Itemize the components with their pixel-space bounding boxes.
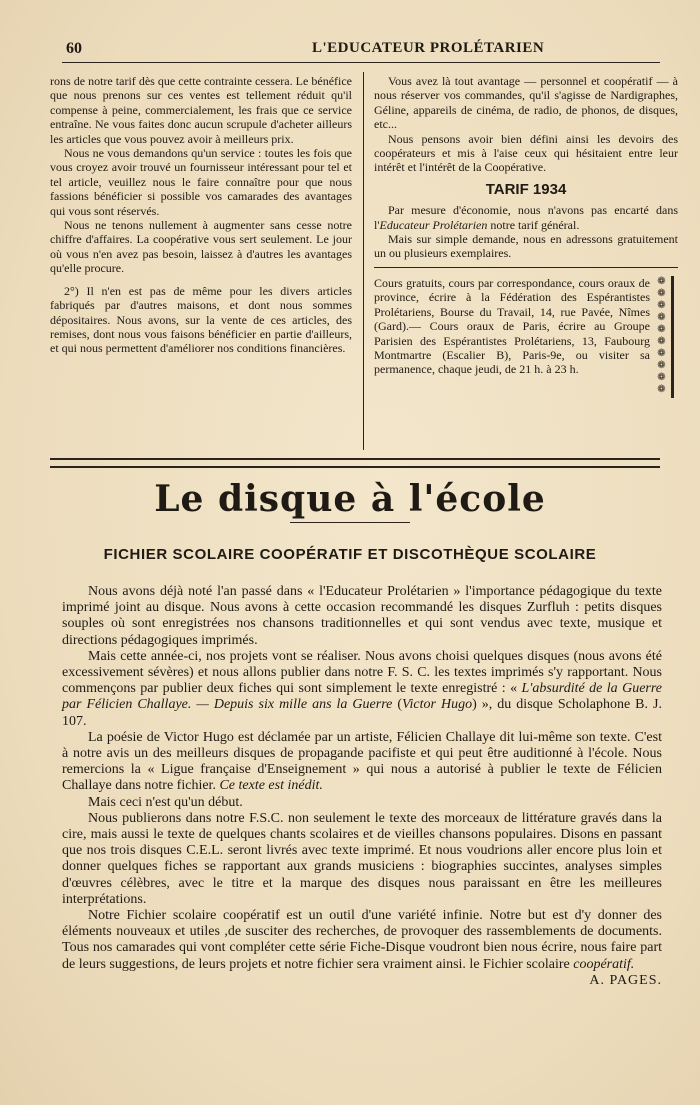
section-double-rule	[50, 458, 660, 468]
right-column	[374, 74, 678, 395]
article-paragraph: Mais ceci n'est qu'un début.	[88, 794, 243, 810]
page-header	[62, 36, 662, 64]
article-paragraph	[62, 730, 662, 795]
left-paragraph: Nous ne tenons nullement à augmenter sans cesse notre chiffre d'affaires. La coopérative vous sert seulement. Le jour où vous n'en avez pas besoin, laissez à d'autres les avantages qu'elle procure.	[50, 218, 352, 276]
section-rule	[374, 267, 678, 268]
tarif-paragraph: Mais sur simple demande, nous en adressons gratuitement un ou plusieurs exemplaires.	[374, 232, 678, 261]
article-text: ) », du disque Scholaphone B. J. 107.	[62, 697, 662, 729]
tarif-heading: TARIF 1934	[485, 180, 567, 198]
flower-icon: ❁	[657, 275, 666, 287]
flower-icon: ❁	[657, 311, 666, 323]
tarif-paragraph	[374, 203, 678, 232]
article-text: Mais cette année-ci, nos projets vont se réaliser. Nous avons choisi quelques disques (nous avons été excessivement sévères) et nous allons publier dans notre F. S. C. les textes imprimés s'y rapportant. Nous commençons par publier deux fiches qui sont simplement le texte enregistré : «	[62, 648, 662, 697]
header-rule	[62, 62, 660, 63]
article-text-italic: coopératif.	[573, 956, 635, 972]
article-paragraph: Nous publierons dans notre F.S.C. non seulement le texte des morceaux de littérature gravés dans la cire, mais aussi le texte de quelques chants scolaires et de vieilles chansons populaires. Disons en passant que nos trois disques C.E.L. seront livrés avec texte imprimé. Et nous voudrions aller encore plus loin et donner quelques fiches se rapportant aux grands musiciens : biographies succintes, analyses simples d'œuvres célèbres, avec le titre et la marque des disques nous paraissant en être les meilleures interprétations.	[62, 810, 662, 907]
notice-text: Cours gratuits, cours par correspondance, cours oraux de province, écrire à la Fédération des Espérantistes Prolétariens, Bourse du Travail, 14, rue Pavée, Nîmes (Gard).— Cours oraux de Paris, écrire au Groupe Parisien des Espérantistes Prolétariens, 13, Faubourg Montmartre (Escalier B), Paris-9e, ou visiter sa permanence, chaque jeudi, de 21 h. à 23 h.	[374, 275, 650, 377]
author-signature: A. PAGES.	[589, 972, 662, 988]
column-divider	[363, 72, 364, 450]
flower-icon: ❁	[657, 359, 666, 371]
article-paragraph: Nous avons déjà noté l'an passé dans « l'Educateur Prolétarien » l'importance pédagogique du texte imprimé joint au disque. Nous avons à cette occasion recommandé les disques Zurfluh : petits disques souples où sont enregistrées nos chansons traditionnelles et qui sont vendus avec texte, musique et directions pédagogiques imprimés.	[62, 584, 662, 648]
article-subtitle: FICHIER SCOLAIRE COOPÉRATIF ET DISCOTHÈQUE SCOLAIRE	[103, 546, 597, 563]
ornament-border	[656, 276, 674, 398]
tarif-journal-name: Educateur Prolétarien	[379, 217, 488, 232]
flower-icon: ❁	[657, 335, 666, 347]
right-paragraph: Vous avez là tout avantage — personnel et coopératif — à nous réserver vos commandes, qu'il s'agisse de Nardigraphes, Géline, appareils de cinéma, de radio, de phonos, de disques, etc...	[374, 74, 678, 132]
tarif-text-b: notre tarif général.	[487, 217, 580, 232]
left-column	[50, 74, 352, 356]
record-author: Victor Hugo	[402, 697, 473, 713]
record-title: L'absurdité de la Guerre par Félicien Challaye. — Depuis six mille ans la Guerre	[62, 681, 662, 713]
article-paragraph	[62, 649, 662, 730]
journal-title: L'EDUCATEUR PROLÉTARIEN	[312, 40, 545, 56]
flower-icon: ❁	[657, 383, 666, 395]
flower-icon: ❁	[657, 287, 666, 299]
right-paragraph: Nous pensons avoir bien défini ainsi les devoirs des coopérateurs et mis à l'aise ceux qui hésitaient entre leur intérêt et l'intérêt de la Coopérative.	[374, 131, 678, 175]
esperanto-notice	[374, 275, 678, 395]
flower-icon: ❁	[657, 299, 666, 311]
ornament-bar	[671, 276, 674, 398]
left-paragraph: Nous ne vous demandons qu'un service : toutes les fois que vous croyez avoir trouvé un fournisseur intéressant pour tel et tel article, veuillez nous le faire connaître pour que nous fassions bénéficier si possible vos camarades des avantages qui vous sont réservés.	[50, 146, 352, 218]
flower-icon: ❁	[657, 371, 666, 383]
article-text: La poésie de Victor Hugo est déclamée par un artiste, Félicien Challaye dit lui-même son texte. C'est à notre avis un des meilleurs disques de propagande pacifiste et qui peut être auditionné à l'école. Nous remercions la « Ligue française d'Enseignement » qui nous a autorisé à publier le texte de Félicien Challaye dans notre fichier.	[62, 729, 662, 794]
article-title: Le disque à l'école	[154, 478, 546, 520]
article-paragraph	[62, 908, 662, 988]
unpublished-note: Ce texte est inédit.	[219, 778, 323, 794]
flower-icon: ❁	[657, 323, 666, 335]
tarif-text-a: Par mesure d'économie, nous n'avons pas encarté dans l'	[374, 203, 678, 232]
title-underline	[290, 522, 410, 523]
left-paragraph: rons de notre tarif dès que cette contrainte cessera. Le bénéfice que nous prenons sur ces ventes est tellement réduit qu'il compense à peine, commercialement, les frais que ce service entraîne. Ne vous faites donc aucun scrupule d'acheter ailleurs les articles que vous pouvez avoir à meilleurs prix.	[50, 74, 352, 146]
article-text: (	[392, 697, 403, 713]
page-number: 60	[66, 40, 82, 57]
left-paragraph: 2°) Il n'en est pas de même pour les divers articles fabriqués par d'autres maisons, et dont nous sommes dépositaires. Nous avons, sur la vente de ces articles, des remises, dont nous vous faisons bénéficier en partie d'ailleurs, et qui nous permettent d'améliorer nos conditions financières.	[50, 283, 352, 356]
article-body	[62, 584, 662, 989]
flower-icon: ❁	[657, 347, 666, 359]
article-text: Notre Fichier scolaire coopératif est un outil d'une variété infinie. Notre but est d'y donner des éléments nouveaux et utiles ,de susciter des recherches, de provoquer des rassemblements de documents. Tous nos camarades qui vont compléter cette série Fiche-Disque voudront bien nous écrire, nous faire part de leurs suggestions, de leurs projets et notre fichier sera vraiment ainsi. le Fichier scolaire	[62, 908, 662, 972]
